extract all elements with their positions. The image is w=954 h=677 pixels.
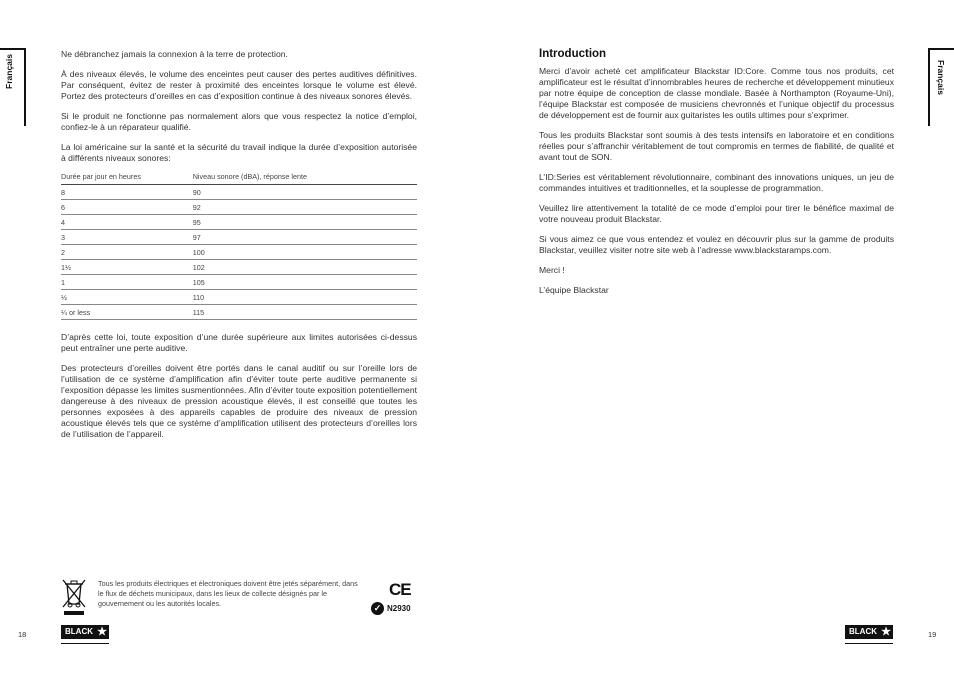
left-page-content <box>61 49 417 449</box>
table-row <box>61 200 417 215</box>
disposal-text: Tous les produits électriques et électroniques doivent être jetés séparément, dans le flux de déchets municipaux, dans les lieux de collecte désignés par le gouvernement ou les autorités locales. <box>98 579 358 608</box>
paragraph: Ne débranchez jamais la connexion à la terre de protection. <box>61 49 288 59</box>
table-cell: 110 <box>193 290 417 305</box>
table-header-row <box>61 168 417 185</box>
table-cell: 100 <box>193 245 417 260</box>
blackstar-logo-right <box>845 625 893 639</box>
ce-mark-icon: CE <box>389 580 411 599</box>
paragraph: La loi américaine sur la santé et la sécurité du travail indique la durée d’exposition autorisée à différents niveaux sonores: <box>61 142 417 163</box>
table-row <box>61 275 417 290</box>
table-cell: 8 <box>61 185 193 200</box>
star-icon: ★ <box>881 626 891 638</box>
paragraph: Si le produit ne fonctionne pas normalement alors que vous respectez la notice d’emploi, confiez-le à un réparateur qualifié. <box>61 111 417 132</box>
paragraph: Tous les produits Blackstar sont soumis à des tests intensifs en laboratoire et en conditions réelles pour s’affranchir véritablement de tout compromis en termes de fiabilité, de qualité et avant tout de SON. <box>539 130 894 162</box>
table-cell: 90 <box>193 185 417 200</box>
table-row <box>61 260 417 275</box>
table-row <box>61 245 417 260</box>
table-cell: ½ <box>61 290 193 305</box>
table-cell: 105 <box>193 275 417 290</box>
c-tick-label: N2930 <box>387 604 411 613</box>
logo-text: BLACK <box>849 627 877 636</box>
column-header-duration: Durée par jour en heures <box>61 168 193 185</box>
table-cell: 6 <box>61 200 193 215</box>
table-cell: 95 <box>193 215 417 230</box>
blackstar-logo-left <box>61 625 109 639</box>
paragraph: Des protecteurs d’oreilles doivent être portés dans le canal auditif ou sur l’oreille lors de l’utilisation de ce système d’amplification afin d’éviter toute perte auditive permanente si l’exposition dépasse les limites susmentionnées. Afin d’éviter toute exposition potentiellement dangereuse à des niveaux de pression acoustique élevés, il est conseillé que toutes les personnes exposées à des appareils capables de produire des niveaux de pression acoustique élevés tels que ce système d’amplification utilisent des protecteurs d’oreilles lors de l’utilisation de l’appareil. <box>61 363 417 439</box>
paragraph: D’après cette loi, toute exposition d’une durée supérieure aux limites autorisées ci-dessus peut entraîner une perte auditive. <box>61 332 417 353</box>
language-tab-label: Français <box>936 60 946 95</box>
table-cell: 1 <box>61 275 193 290</box>
c-tick-icon: ✓ <box>371 602 384 615</box>
table-row <box>61 185 417 200</box>
right-page-content <box>539 49 894 305</box>
disposal-notice <box>61 576 417 620</box>
language-tab-right <box>928 48 954 126</box>
paragraph: Merci d’avoir acheté cet amplificateur Blackstar ID:Core. Comme tous nos produits, cet amplificateur est le résultat d’innombrables heures de recherche et développement minutieux par notre équipe de conception de classe mondiale. Basée à Northampton (Royaume-Uni), l’équipe Blackstar est composée de musiciens chevronnés et l’unique objectif du processus de développement est de fournir aux guitaristes les outils ultimes pour s’exprimer. <box>539 66 894 120</box>
language-tab-left <box>0 48 26 126</box>
table-cell: 2 <box>61 245 193 260</box>
table-cell: 102 <box>193 260 417 275</box>
paragraph: À des niveaux élevés, le volume des enceintes peut causer des pertes auditives définitives. Par conséquent, évitez de rester à proximité des enceintes lorsque le volume est élevé. Portez des protecteurs d’oreilles en cas d’exposition continue à des niveaux sonores élevés. <box>61 69 417 101</box>
page-number-right: 19 <box>928 630 937 639</box>
logo-underline-left <box>61 643 109 644</box>
table-row <box>61 290 417 305</box>
logo-underline-right <box>845 643 893 644</box>
table-row <box>61 305 417 320</box>
table-row <box>61 230 417 245</box>
weee-crossed-bin-icon <box>61 578 87 616</box>
table-cell: 92 <box>193 200 417 215</box>
paragraph: Merci ! <box>539 265 565 275</box>
paragraph: L’ID:Series est véritablement révolutionnaire, combinant des innovations uniques, un jeu de commandes intuitives et traditionnelles, et la souplesse de programmation. <box>539 172 894 193</box>
table-cell: 97 <box>193 230 417 245</box>
table-cell: 1½ <box>61 260 193 275</box>
table-cell: ¼ or less <box>61 305 193 320</box>
paragraph: Si vous aimez ce que vous entendez et voulez en découvrir plus sur la gamme de produits Blackstar, veuillez visiter notre site web à l’adresse www.blackstaramps.com. <box>539 234 894 255</box>
page-number-left: 18 <box>18 630 27 639</box>
column-header-level: Niveau sonore (dBA), réponse lente <box>193 168 417 185</box>
paragraph: L’équipe Blackstar <box>539 285 609 295</box>
language-tab-label: Français <box>4 54 14 89</box>
table-cell: 3 <box>61 230 193 245</box>
table-cell: 115 <box>193 305 417 320</box>
star-icon: ★ <box>97 626 107 638</box>
logo-text: BLACK <box>65 627 93 636</box>
paragraph: Veuillez lire attentivement la totalité de ce mode d’emploi pour tirer le bénéfice maximal de votre nouveau produit Blackstar. <box>539 203 894 224</box>
section-heading: Introduction <box>539 48 607 60</box>
c-tick-mark <box>371 602 421 616</box>
table-row <box>61 215 417 230</box>
table-cell: 4 <box>61 215 193 230</box>
noise-exposure-table <box>61 168 417 320</box>
